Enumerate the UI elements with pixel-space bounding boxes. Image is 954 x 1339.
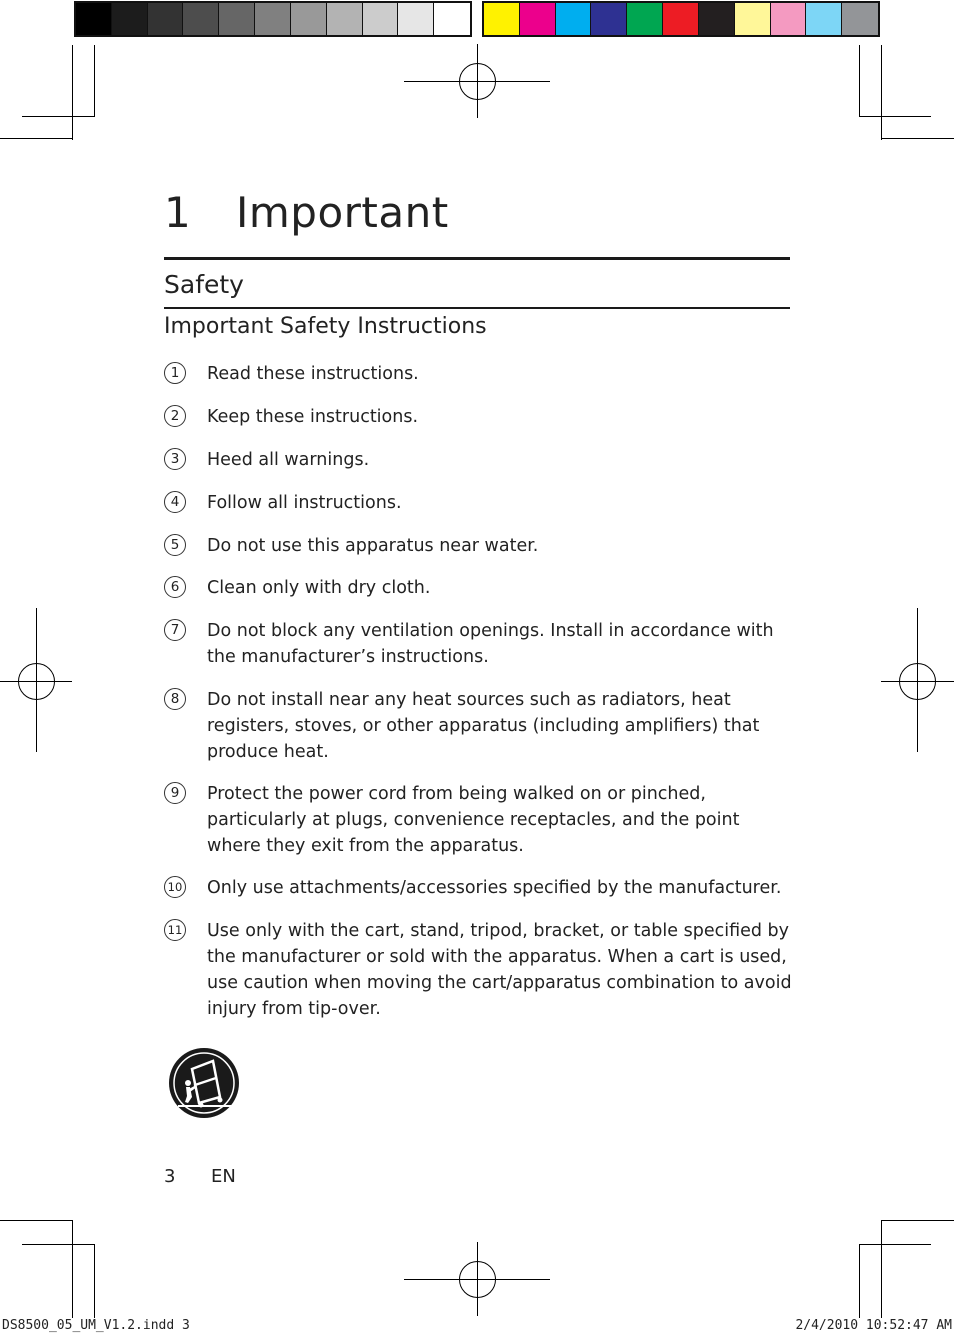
color-swatch: [591, 3, 627, 35]
item-number-badge: 4: [164, 491, 186, 513]
gray-swatch: [363, 3, 399, 35]
slug-filename: DS8500_05_UM_V1.2.indd 3: [2, 1318, 190, 1333]
gray-swatch: [219, 3, 255, 35]
chapter-number: 1: [164, 188, 192, 237]
color-swatch: [520, 3, 556, 35]
section-rule-top: [164, 257, 790, 260]
color-swatch: [842, 3, 878, 35]
item-number-badge: 10: [164, 876, 186, 898]
item-number-badge: 7: [164, 619, 186, 641]
gray-swatch: [398, 3, 434, 35]
item-text: Protect the power cord from being walked on or pinched, particularly at plugs, convenience receptacles, and the point where they exit from the apparatus.: [207, 784, 740, 856]
item-text: Heed all warnings.: [207, 450, 370, 470]
section-rule-bottom: [164, 307, 790, 309]
item-number-badge: 2: [164, 405, 186, 427]
gray-swatch: [255, 3, 291, 35]
color-swatch: [627, 3, 663, 35]
item-text: Keep these instructions.: [207, 407, 419, 427]
color-swatch: [699, 3, 735, 35]
item-text: Do not block any ventilation openings. Install in accordance with the manufacturer’s instructions.: [207, 621, 774, 667]
item-number-badge: 9: [164, 782, 186, 804]
gray-swatch: [148, 3, 184, 35]
gray-swatch: [183, 3, 219, 35]
subsection-title: Important Safety Instructions: [164, 314, 487, 339]
item-text: Do not install near any heat sources such as radiators, heat registers, stoves, or other apparatus (including amplifiers) that produce heat.: [207, 690, 760, 762]
color-swatch: [806, 3, 842, 35]
item-number-badge: 11: [164, 919, 186, 941]
color-swatch: [735, 3, 771, 35]
item-number-badge: 8: [164, 688, 186, 710]
item-text: Follow all instructions.: [207, 493, 402, 513]
gray-swatch: [112, 3, 148, 35]
cart-tip-over-warning-icon: [168, 1047, 240, 1119]
color-swatch: [484, 3, 520, 35]
item-number-badge: 6: [164, 576, 186, 598]
item-text: Do not use this apparatus near water.: [207, 536, 539, 556]
color-swatch: [556, 3, 592, 35]
gray-swatch: [291, 3, 327, 35]
grayscale-color-bar: [74, 1, 472, 37]
language-code: EN: [211, 1166, 236, 1187]
process-color-bar: [482, 1, 880, 37]
item-number-badge: 5: [164, 534, 186, 556]
item-text: Read these instructions.: [207, 364, 419, 384]
chapter-title: Important: [236, 188, 449, 237]
item-number-badge: 3: [164, 448, 186, 470]
gray-swatch: [327, 3, 363, 35]
item-text: Only use attachments/accessories specified by the manufacturer.: [207, 878, 782, 898]
gray-swatch: [76, 3, 112, 35]
gray-swatch: [434, 3, 470, 35]
color-swatch: [771, 3, 807, 35]
slug-timestamp: 2/4/2010 10:52:47 AM: [795, 1318, 952, 1333]
item-text: Clean only with dry cloth.: [207, 578, 431, 598]
section-title: Safety: [164, 270, 244, 299]
color-swatch: [663, 3, 699, 35]
page-number: 3: [164, 1166, 176, 1187]
item-text: Use only with the cart, stand, tripod, bracket, or table specified by the manufacturer or sold with the apparatus. When a cart is used, use caution when moving the cart/apparatus combination to avoid injury from tip-over.: [207, 921, 792, 1019]
item-number-badge: 1: [164, 362, 186, 384]
chapter-heading: [164, 188, 449, 237]
